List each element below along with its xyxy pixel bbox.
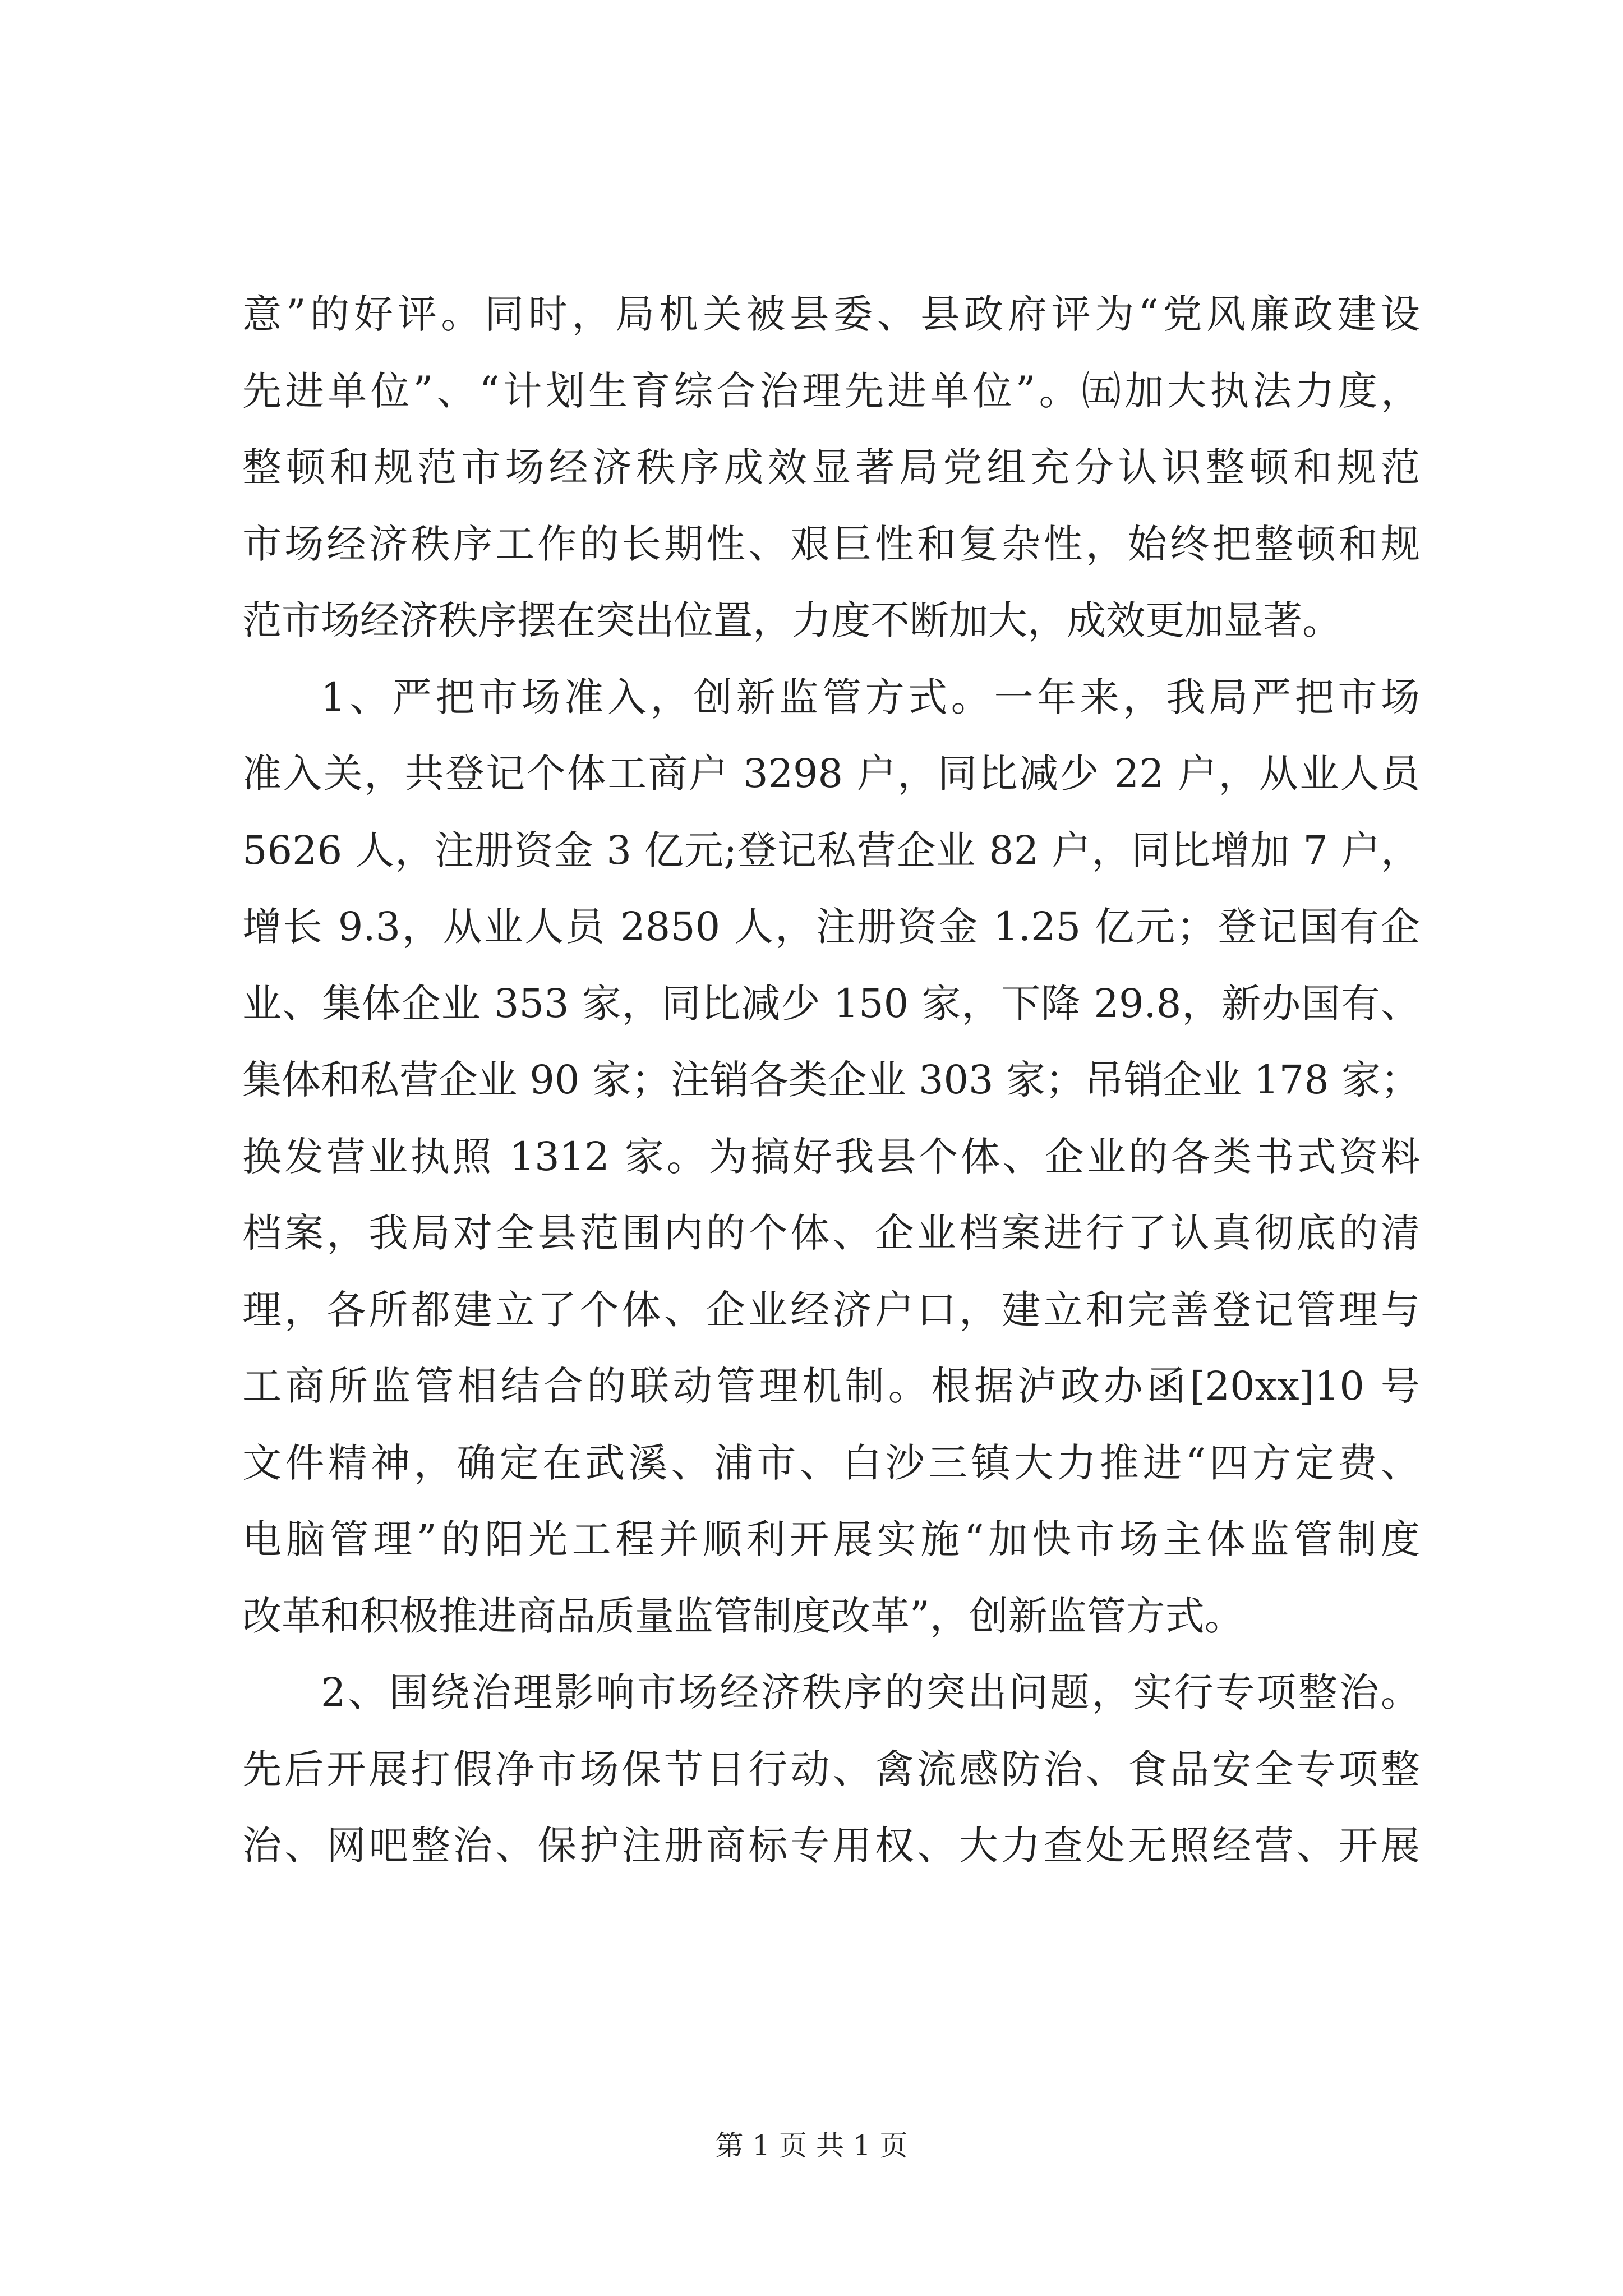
paragraph	[242, 659, 1420, 1655]
document-body	[242, 276, 1420, 1884]
paragraph	[242, 1654, 1420, 1884]
text-line: 整顿和规范市场经济秩序成效显著局党组充分认识整顿和规范	[242, 444, 1420, 490]
text-line: 电脑管理”的阳光工程并顺利开展实施“加快市场主体监管制度	[242, 1516, 1420, 1562]
text-line: 工商所监管相结合的联动管理机制。根据泸政办函[20xx]10 号	[242, 1363, 1420, 1409]
text-line: 档案，我局对全县范围内的个体、企业档案进行了认真彻底的清	[242, 1210, 1420, 1256]
text-line: 治、网吧整治、保护注册商标专用权、大力查处无照经营、开展	[242, 1823, 1420, 1869]
text-line: 5626 人，注册资金 3 亿元;登记私营企业 82 户，同比增加 7 户，	[242, 827, 1420, 873]
text-line: 市场经济秩序工作的长期性、艰巨性和复杂性，始终把整顿和规	[242, 521, 1420, 567]
text-line: 范市场经济秩序摆在突出位置，力度不断加大，成效更加显著。	[242, 597, 1341, 643]
text-line: 2、围绕治理影响市场经济秩序的突出问题，实行专项整治。	[321, 1669, 1420, 1715]
paragraph	[242, 276, 1420, 659]
text-line: 先后开展打假净市场保节日行动、禽流感防治、食品安全专项整	[242, 1746, 1420, 1792]
text-line: 意”的好评。同时，局机关被县委、县政府评为“党风廉政建设	[242, 291, 1420, 337]
text-line: 文件精神，确定在武溪、浦市、白沙三镇大力推进“四方定费、	[242, 1439, 1420, 1486]
text-line: 先进单位”、“计划生育综合治理先进单位”。㈤加大执法力度，	[242, 367, 1420, 414]
text-line: 理，各所都建立了个体、企业经济户口，建立和完善登记管理与	[242, 1286, 1420, 1333]
text-line: 增长 9.3，从业人员 2850 人，注册资金 1.25 亿元；登记国有企	[242, 904, 1420, 950]
text-line: 换发营业执照 1312 家。为搞好我县个体、企业的各类书式资料	[242, 1133, 1420, 1180]
text-line: 准入关，共登记个体工商户 3298 户，同比减少 22 户，从业人员	[242, 751, 1420, 797]
text-line: 1、严把市场准入，创新监管方式。一年来，我局严把市场	[321, 674, 1420, 720]
text-line: 集体和私营企业 90 家；注销各类企业 303 家；吊销企业 178 家；	[242, 1057, 1420, 1103]
page-number-footer: 第 1 页 共 1 页	[715, 2129, 908, 2162]
text-line: 业、集体企业 353 家，同比减少 150 家，下降 29.8，新办国有、	[242, 980, 1420, 1027]
text-line: 改革和积极推进商品质量监管制度改革”，创新监管方式。	[242, 1593, 1244, 1639]
